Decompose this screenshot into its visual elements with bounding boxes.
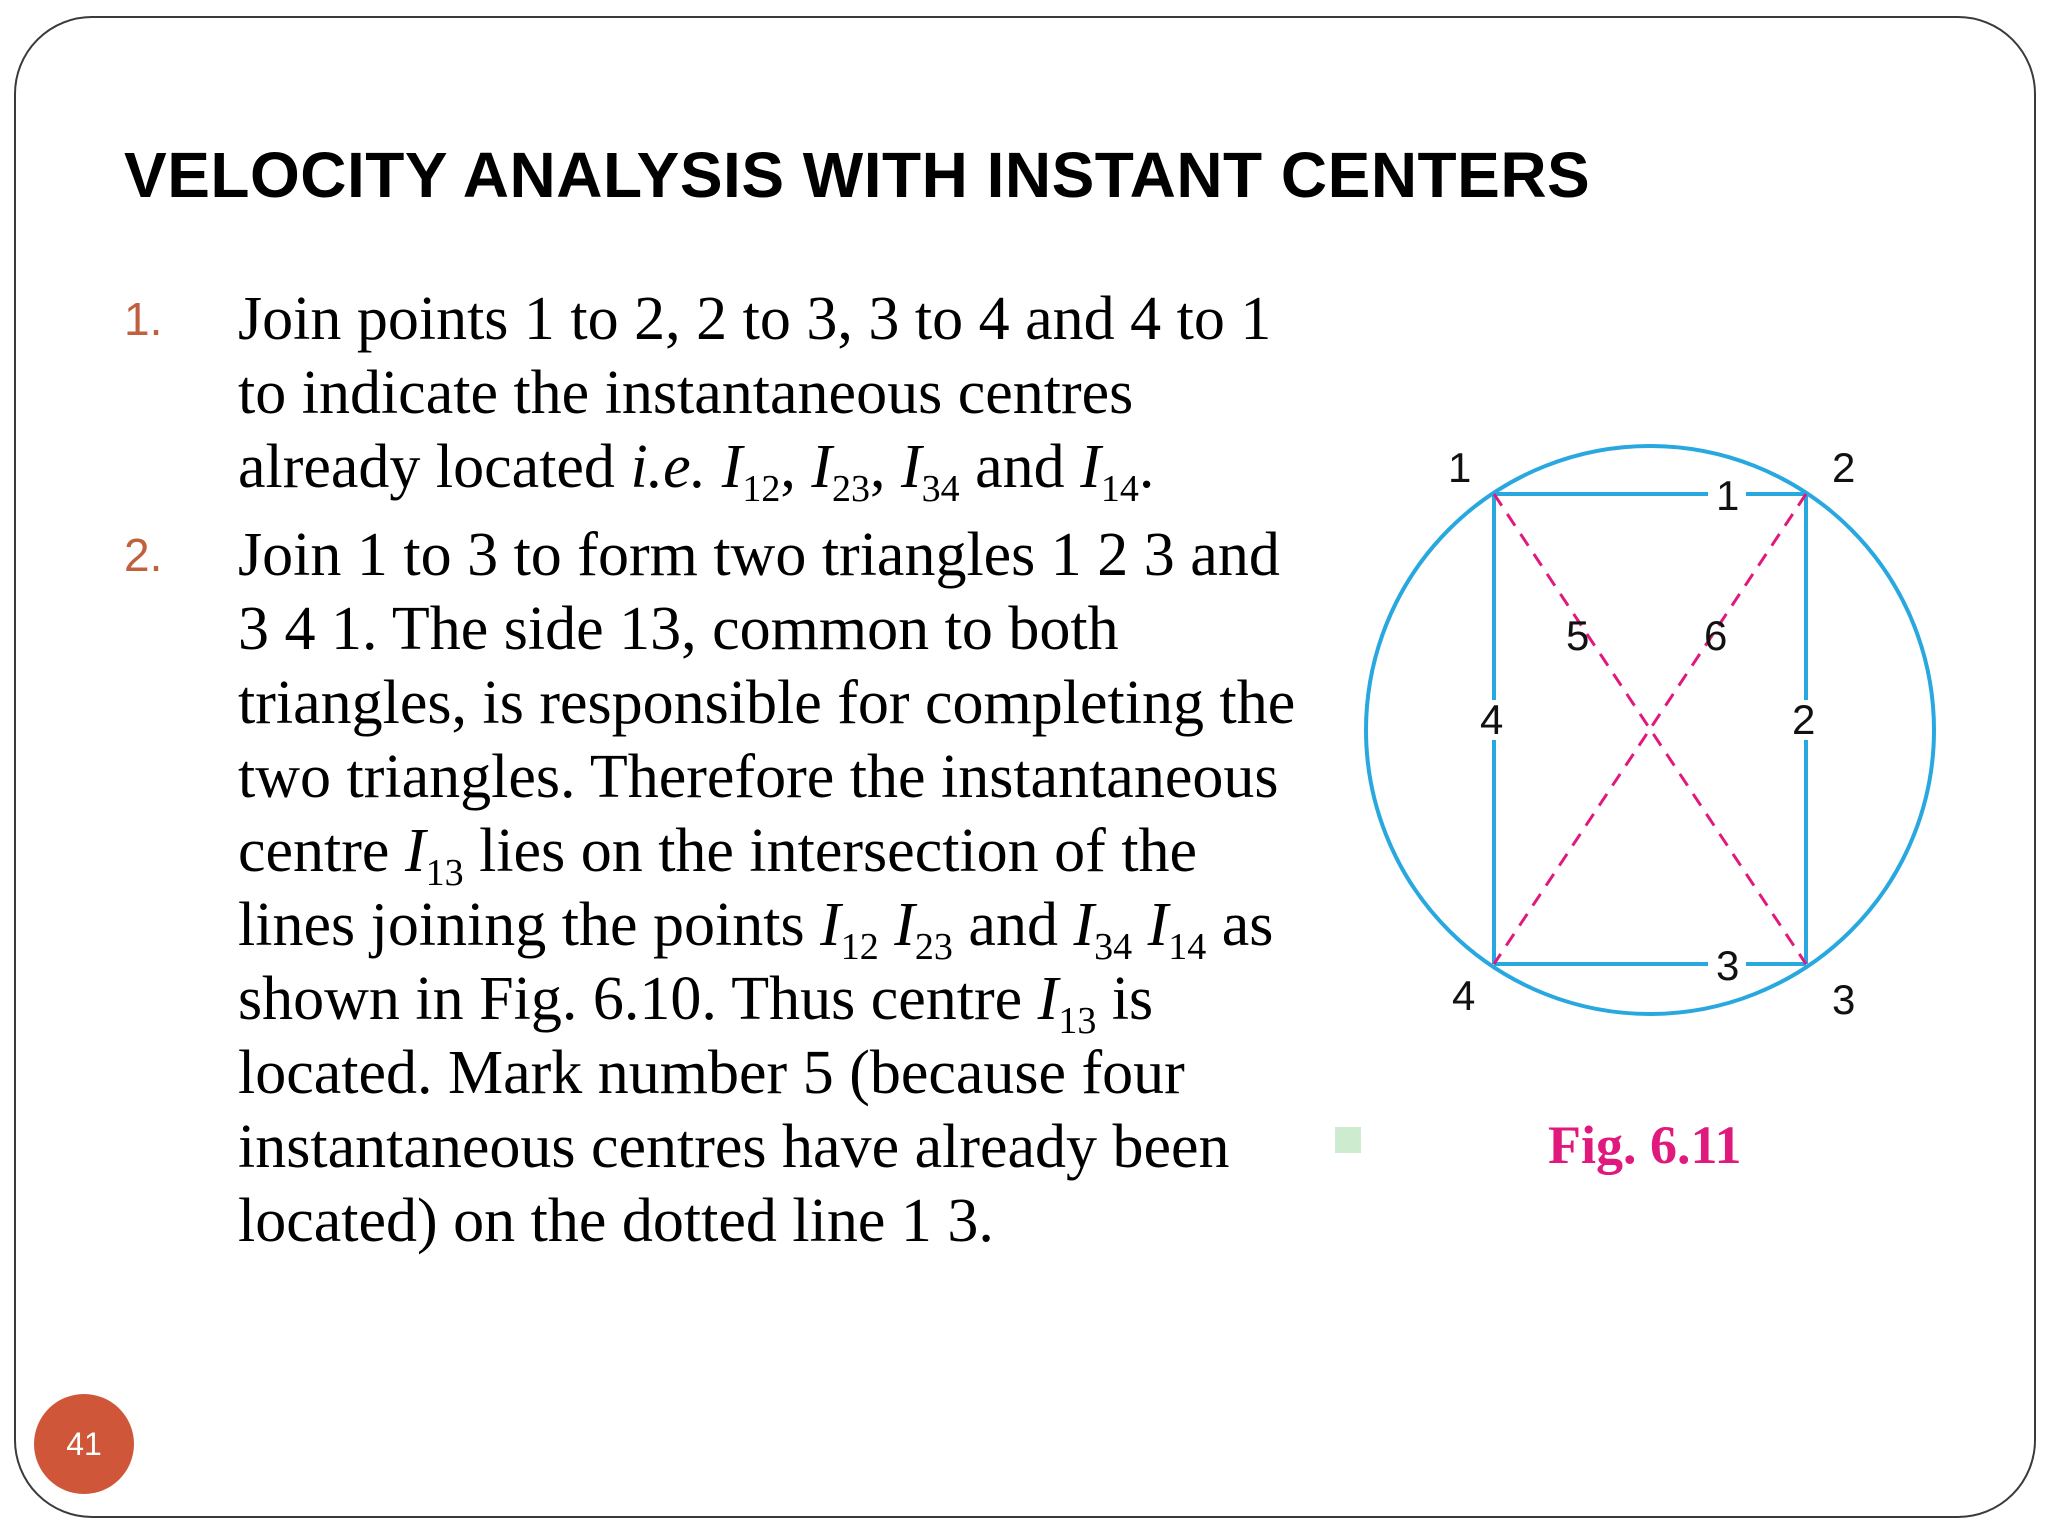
list-item-1 (124, 282, 1304, 510)
link-label-3: 3 (1716, 942, 1740, 989)
diagonals (1494, 494, 1806, 964)
diagonal-label-6: 6 (1704, 612, 1728, 659)
slide-title: VELOCITY ANALYSIS WITH INSTANT CENTERS (124, 139, 1591, 211)
four-bar-diagram (1340, 430, 1960, 1050)
corner-label-4: 4 (1452, 972, 1476, 1019)
link-label-1: 1 (1716, 472, 1740, 519)
circumscribed-circle (1366, 446, 1934, 1014)
page-number-badge: 41 (34, 1394, 134, 1494)
link-label-4: 4 (1480, 696, 1504, 743)
corner-label-1: 1 (1448, 444, 1472, 491)
numbered-list (124, 282, 1304, 1272)
list-item-2 (124, 518, 1304, 1258)
list-number: 1. (124, 293, 163, 345)
corner-label-2: 2 (1832, 444, 1856, 491)
figure-caption: Fig. 6.11 (1548, 1115, 1742, 1175)
link-label-2: 2 (1792, 696, 1816, 743)
list-number: 2. (124, 529, 163, 581)
list-text: Join points 1 to 2, 2 to 3, 3 to 4 and 4 to 1 to indicate the instantaneous centres already located i.e. $I_{12}$, $I_{23}$, $I_{34}$ and $I_{14}$. (238, 285, 1272, 510)
corner-label-3: 3 (1832, 976, 1856, 1023)
list-text: Join 1 to 3 to form two triangles 1 2 3 and 3 4 1. The side 13, common to both triangles, is responsible for completing the two triangles. Therefore the instantaneous centre $I_{13}$ lies on the intersection of the lines joining the points $I_{12}$ $I_{23}$ and $I_{34}$ $I_{14}$ as shown in Fig. 6.10. Thus centre $I_{13}$ is located. Mark number 5 (because four instantaneous centres have already been located) on the dotted line 1 3. (238, 521, 1296, 1255)
diagonal-label-5: 5 (1566, 612, 1590, 659)
bullet-marker (1335, 1127, 1361, 1153)
